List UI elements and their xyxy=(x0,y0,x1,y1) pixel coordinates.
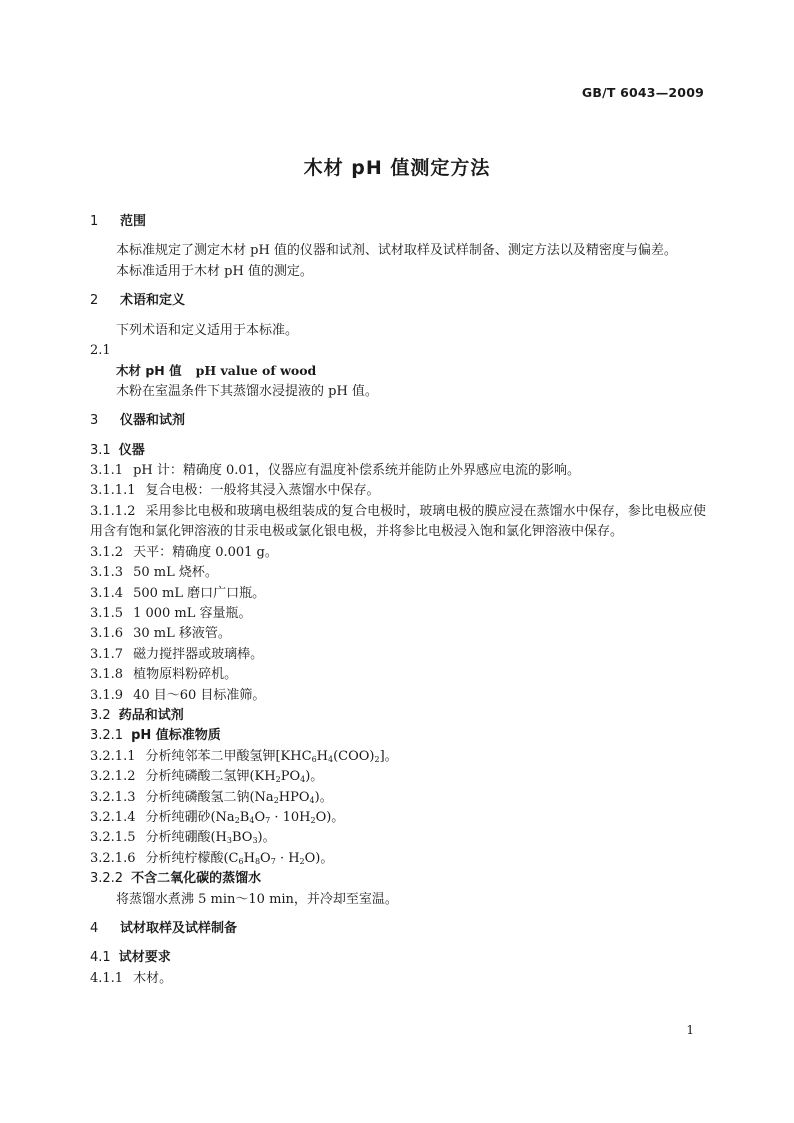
term-name xyxy=(90,361,706,381)
subsection-number: 3.1 xyxy=(90,442,111,458)
term-number: 2.1 xyxy=(90,343,111,359)
clause-number: 3.1.1.2 xyxy=(90,503,136,519)
section-1-heading xyxy=(90,212,706,232)
term-name-en: pH value of wood xyxy=(195,363,317,379)
term-definition: 木粉在室温条件下其蒸馏水浸提液的 pH 值。 xyxy=(116,383,378,399)
clause-number: 3.1.5 xyxy=(90,605,124,621)
clause-3-1-2 xyxy=(90,543,706,563)
clause-number: 3.1.8 xyxy=(90,667,124,683)
clause-3-2-1-5 xyxy=(90,828,706,848)
clause-text: 500 mL 磨口广口瓶。 xyxy=(133,585,266,601)
formula-text: 分析纯邻苯二甲酸氢钾$[KHC_6H_4(COO)_2]$。 xyxy=(145,748,398,764)
section-title: 仪器和试剂 xyxy=(120,413,186,429)
subsection-title: 仪器 xyxy=(118,442,145,458)
clause-3-1-7 xyxy=(90,645,706,665)
section-number: 3 xyxy=(90,413,99,429)
clause-3-1-1-2 xyxy=(90,502,706,543)
clause-number: 3.1.9 xyxy=(90,687,124,703)
paragraph: 将蒸馏水煮沸 5 min～10 min，并冷却至室温。 xyxy=(116,891,398,907)
clause-number: 4.1.1 xyxy=(90,970,124,986)
clause-text: 磁力搅拌器或玻璃棒。 xyxy=(133,646,264,662)
clause-3-1-3 xyxy=(90,563,706,583)
clause-text: 30 mL 移液管。 xyxy=(133,626,231,642)
clause-3-2-1-3 xyxy=(90,788,706,808)
clause-3-1-8 xyxy=(90,665,706,685)
formula-text: 分析纯硼砂$(Na_2B_4O_7 \cdot 10H_2O)$。 xyxy=(145,809,345,825)
clause-text: 复合电极：一般将其浸入蒸馏水中保存。 xyxy=(145,483,380,499)
clause-3-1-1-1 xyxy=(90,481,706,501)
document-body xyxy=(90,212,706,989)
subsection-title: 不含二氧化碳的蒸馏水 xyxy=(131,871,262,887)
clause-number: 3.1.3 xyxy=(90,565,124,581)
clause-3-1-6 xyxy=(90,624,706,644)
subsection-3-1-heading xyxy=(90,441,706,461)
clause-number: 3.2.1.2 xyxy=(90,769,136,785)
subsection-3-2-2-heading xyxy=(90,869,706,889)
section-number: 4 xyxy=(90,921,99,936)
clause-4-1-1 xyxy=(90,969,706,989)
standard-code: GB/T 6043—2009 xyxy=(581,85,704,100)
clause-number: 3.2.1.5 xyxy=(90,830,136,846)
clause-3-2-1-6 xyxy=(90,849,706,869)
clause-3-2-1-4 xyxy=(90,808,706,828)
paragraph: 下列术语和定义适用于本标准。 xyxy=(116,322,299,338)
clause-text: 天平：精确度 0.001 g。 xyxy=(133,544,278,560)
section-title: 范围 xyxy=(120,214,147,229)
clause-number: 3.2.1.4 xyxy=(90,809,136,825)
subsection-number: 4.1 xyxy=(90,950,111,966)
subsection-number: 3.2.1 xyxy=(90,728,124,744)
formula-text: 分析纯磷酸氢二钠$(Na_2HPO_4)$。 xyxy=(145,789,333,805)
clause-number: 3.2.1.3 xyxy=(90,789,136,805)
clause-number: 3.2.1.6 xyxy=(90,850,136,866)
clause-number: 3.1.1 xyxy=(90,463,124,479)
clause-text: 采用参比电极和玻璃电极组装成的复合电极时，玻璃电极的膜应浸在蒸馏水中保存，参比电极应使用含有饱和氯化钾溶液的甘汞电极或氯化银电极，并将参比电极浸入饱和氯化钾溶液中保存。 xyxy=(90,503,706,540)
paragraph: 本标准适用于木材 pH 值的测定。 xyxy=(116,263,313,279)
clause-3-2-1-2 xyxy=(90,767,706,787)
clause-number: 3.1.7 xyxy=(90,646,124,662)
subsection-number: 3.2 xyxy=(90,707,111,723)
clause-text: 40 目～60 目标准筛。 xyxy=(133,687,266,703)
section-title: 试材取样及试样制备 xyxy=(120,921,238,936)
subsection-number: 3.2.2 xyxy=(90,871,124,887)
clause-number: 3.2.1.1 xyxy=(90,748,136,764)
subsection-title: 试材要求 xyxy=(118,950,171,966)
clause-number: 3.1.6 xyxy=(90,626,124,642)
clause-text: 50 mL 烧杯。 xyxy=(133,565,218,581)
clause-3-1-5 xyxy=(90,604,706,624)
clause-number: 3.1.1.1 xyxy=(90,483,136,499)
clause-3-1-1 xyxy=(90,461,706,481)
section-4-heading xyxy=(90,919,706,939)
page-number: 1 xyxy=(686,1023,694,1037)
clause-number: 3.1.4 xyxy=(90,585,124,601)
clause-3-2-1-1 xyxy=(90,747,706,767)
clause-number: 3.1.2 xyxy=(90,544,124,560)
formula-text: 分析纯柠檬酸$(C_6H_8O_7 \cdot H_2O)$。 xyxy=(145,850,334,866)
formula-text: 分析纯硼酸$(H_3BO_3)$。 xyxy=(145,830,276,846)
clause-text: 木材。 xyxy=(133,970,173,986)
subsection-title: pH 值标准物质 xyxy=(131,728,221,744)
term-name-cn: 木材 pH 值 xyxy=(116,363,182,379)
clause-text: 植物原料粉碎机。 xyxy=(133,667,238,683)
document-title: 木材 pH 值测定方法 xyxy=(303,157,491,179)
clause-text: pH 计：精确度 0.01，仪器应有温度补偿系统并能防止外界感应电流的影响。 xyxy=(133,463,580,479)
formula-text: 分析纯磷酸二氢钾$(KH_2PO_4)$。 xyxy=(145,769,324,785)
section-number: 1 xyxy=(90,214,99,229)
paragraph: 本标准规定了测定木材 pH 值的仪器和试剂、试材取样及试样制备、测定方法以及精密度与偏差。 xyxy=(116,243,677,259)
clause-text: 1 000 mL 容量瓶。 xyxy=(133,605,252,621)
clause-3-1-4 xyxy=(90,584,706,604)
section-title: 术语和定义 xyxy=(120,293,186,309)
clause-3-1-9 xyxy=(90,686,706,706)
subsection-4-1-heading xyxy=(90,948,706,968)
section-number: 2 xyxy=(90,293,99,309)
subsection-3-2-1-heading xyxy=(90,726,706,746)
section-3-heading xyxy=(90,411,706,431)
subsection-title: 药品和试剂 xyxy=(118,707,184,723)
subsection-3-2-heading xyxy=(90,706,706,726)
section-2-heading xyxy=(90,291,706,311)
